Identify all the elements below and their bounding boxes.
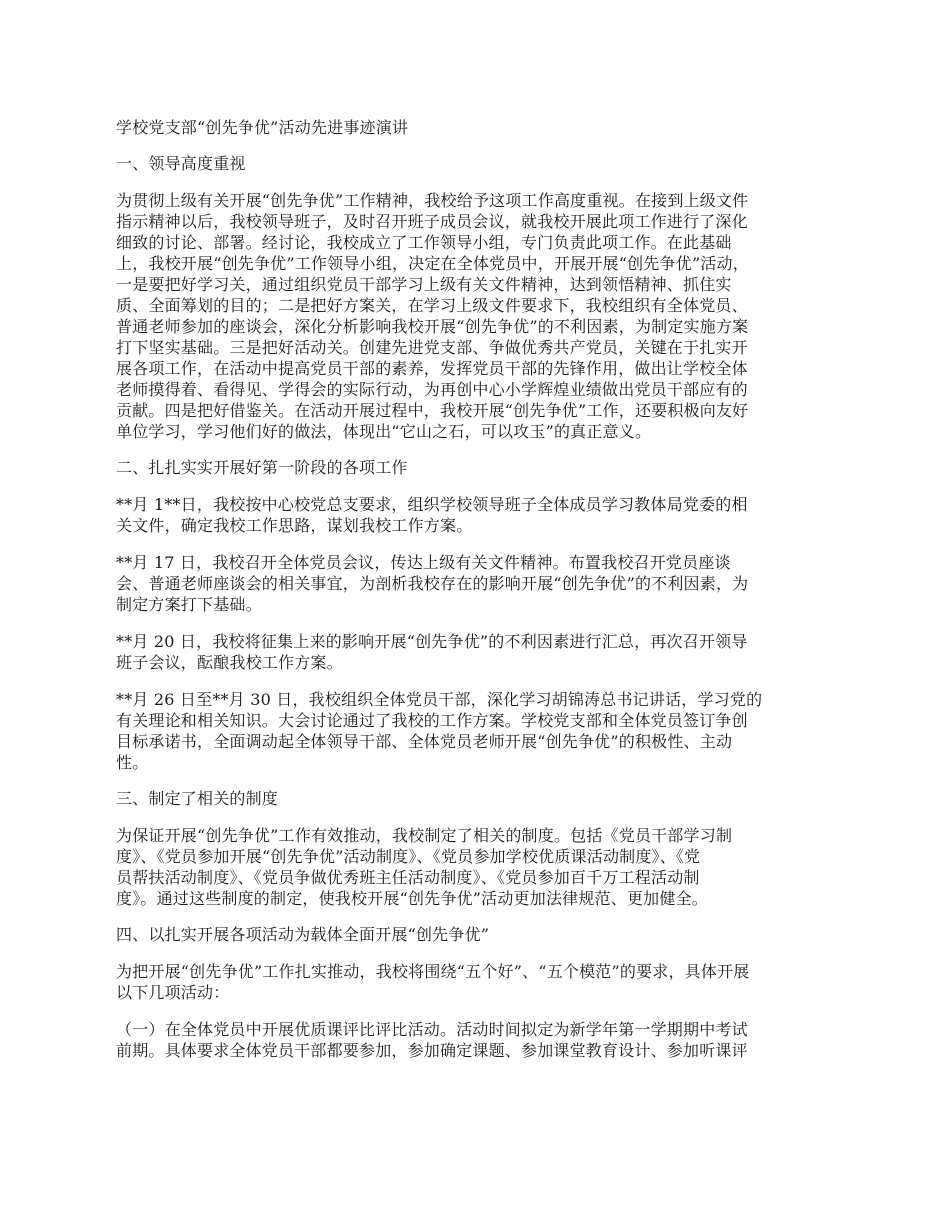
paragraph-line: 贡献。四是把好借鉴关。在活动开展过程中，我校开展“创先争优”工作，还要积极向友好	[116, 401, 749, 420]
paragraph-line: **月 20 日，我校将征集上来的影响开展“创先争优”的不利因素进行汇总，再次召开领导	[116, 632, 748, 651]
paragraph-line: 细致的讨论、部署。经讨论，我校成立了工作领导小组，专门负责此项工作。在此基础	[116, 233, 732, 252]
paragraph-line: 制定方案打下基础。	[116, 595, 262, 614]
section-heading: 三、制定了相关的制度	[116, 789, 279, 808]
paragraph-line: 度》。通过这些制度的制定，使我校开展“创先争优”活动更加法律规范、更加健全。	[116, 889, 708, 908]
paragraph-line: 度》、《党员参加开展“创先争优”活动制度》、《党员参加学校优质课活动制度》、《党	[116, 847, 701, 866]
paragraph-line: 以下几项活动：	[116, 983, 230, 1002]
paragraph-line: 单位学习，学习他们好的做法，体现出“它山之石，可以攻玉”的真正意义。	[116, 422, 652, 441]
paragraph	[116, 494, 840, 536]
paragraph-line: 老师摸得着、看得见、学得会的实际行动，为再创中心小学辉煌业绩做出党员干部应有的	[116, 380, 748, 399]
paragraph	[116, 552, 840, 615]
paragraph-line: 指示精神以后，我校领导班子，及时召开班子成员会议，就我校开展此项工作进行了深化	[116, 212, 748, 231]
paragraph-line: 班子会议，酝酿我校工作方案。	[116, 653, 343, 672]
paragraph-line: 员帮扶活动制度》、《党员争做优秀班主任活动制度》、《党员参加百千万工程活动制	[116, 868, 700, 887]
paragraph	[116, 1019, 840, 1061]
paragraph-line: 为贯彻上级有关开展“创先争优”工作精神，我校给予这项工作高度重视。在接到上级文件	[116, 191, 749, 210]
document-page	[116, 118, 840, 1077]
paragraph-line: 关文件，确定我校工作思路，谋划我校工作方案。	[116, 516, 473, 535]
paragraph-line: 有关理论和相关知识。大会讨论通过了我校的工作方案。学校党支部和全体党员签订争创	[116, 711, 748, 730]
paragraph-line: **月 26 日至**月 30 日，我校组织全体党员干部，深化学习胡锦涛总书记讲话，学习党的	[116, 690, 763, 709]
paragraph-line: 为把开展“创先争优”工作扎实推动，我校将围绕“五个好”、“五个模范”的要求，具体开展	[116, 962, 750, 981]
paragraph-line: 上，我校开展“创先争优”工作领导小组，决定在全体党员中，开展开展“创先争优”活动，	[116, 254, 749, 273]
paragraph-line: 质、全面筹划的目的；二是把好方案关，在学习上级文件要求下，我校组织有全体党员、	[116, 296, 748, 315]
section-heading: 一、领导高度重视	[116, 154, 246, 173]
paragraph	[116, 631, 840, 673]
paragraph-line: 性。	[116, 753, 149, 772]
paragraph-line: **月 17 日，我校召开全体党员会议，传达上级有关文件精神。布置我校召开党员座谈	[116, 553, 731, 572]
paragraph-line: 一是要把好学习关，通过组织党员干部学习上级有关文件精神，达到领悟精神、抓住实	[116, 275, 732, 294]
paragraph-line: 前期。具体要求全体党员干部都要参加，参加确定课题、参加课堂教育设计、参加听课评	[116, 1041, 748, 1060]
paragraph	[116, 689, 840, 773]
paragraph-line: 为保证开展“创先争优”工作有效推动，我校制定了相关的制度。包括《党员干部学习制	[116, 826, 733, 845]
paragraph-line: 目标承诺书，全面调动起全体领导干部、全体党员老师开展“创先争优”的积极性、主动	[116, 732, 733, 751]
paragraph-line: **月 1**日，我校按中心校党总支要求，组织学校领导班子全体成员学习教体局党委的相	[116, 495, 748, 514]
paragraph	[116, 961, 840, 1003]
paragraph-line: （一）在全体党员中开展优质课评比评比活动。活动时间拟定为新学年第一学期期中考试	[116, 1020, 748, 1039]
paragraph-line: 展各项工作，在活动中提高党员干部的素养，发挥党员干部的先锋作用，做出让学校全体	[116, 359, 748, 378]
paragraph-line: 打下坚实基础。三是把好活动关。创建先进党支部、争做优秀共产党员，关键在于扎实开	[116, 338, 748, 357]
paragraph	[116, 825, 840, 909]
paragraph	[116, 190, 840, 442]
paragraph-line: 会、普通老师座谈会的相关事宜，为剖析我校存在的影响开展“创先争优”的不利因素，为	[116, 574, 749, 593]
paragraph-line: 普通老师参加的座谈会，深化分析影响我校开展“创先争优”的不利因素，为制定实施方案	[116, 317, 749, 336]
section-heading: 二、扎扎实实开展好第一阶段的各项工作	[116, 458, 408, 477]
document-title: 学校党支部“创先争优”活动先进事迹演讲	[116, 118, 409, 137]
section-heading: 四、以扎实开展各项活动为载体全面开展“创先争优”	[116, 925, 490, 944]
